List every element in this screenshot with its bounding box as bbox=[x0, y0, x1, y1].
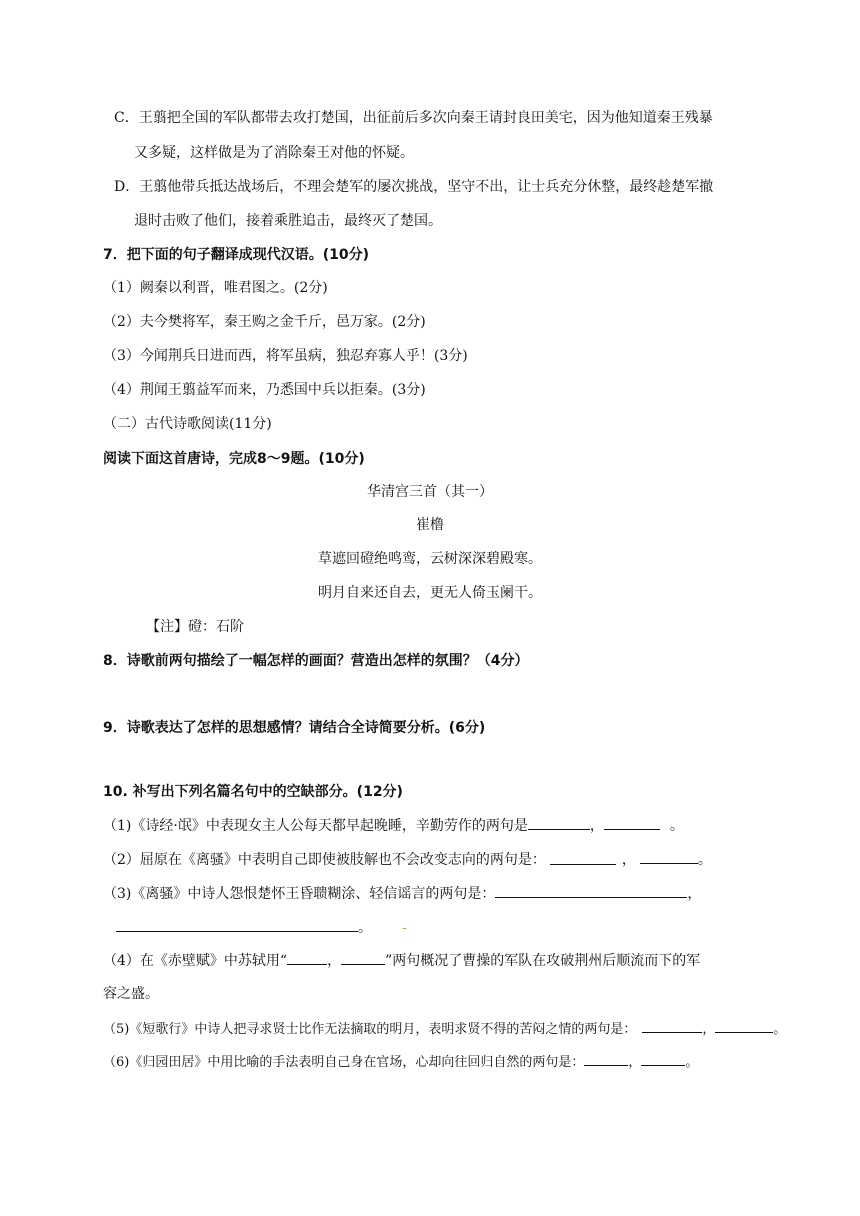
answer-blank[interactable] bbox=[495, 883, 687, 898]
item-5-end: 。 bbox=[773, 1022, 787, 1037]
answer-blank[interactable] bbox=[550, 850, 616, 865]
answer-blank[interactable] bbox=[584, 1051, 628, 1066]
item-1-separator: ， bbox=[589, 818, 604, 834]
item-6-separator: ， bbox=[628, 1055, 642, 1070]
answer-blank[interactable] bbox=[640, 849, 698, 864]
poem-line-2: 明月自来还自去，更无人倚玉阑干。 bbox=[318, 585, 542, 601]
question-8-text: 诗歌前两句描绘了一幅怎样的画面？营造出怎样的氛围？（4分） bbox=[126, 653, 529, 669]
option-d-line2: 退时击败了他们，接着乘胜追击，最终灭了楚国。 bbox=[134, 213, 442, 229]
poem-line-1: 草遮回磴绝鸣鸾，云树深深碧殿寒。 bbox=[318, 551, 542, 567]
answer-blank[interactable] bbox=[341, 950, 385, 965]
question-10-item-3-cont bbox=[116, 917, 407, 938]
question-10-item-6 bbox=[103, 1051, 698, 1073]
question-7-item-4: （4）荆闻王翦益军而来，乃悉国中兵以拒秦。(3分) bbox=[103, 382, 426, 398]
question-7-item-1: （1）阙秦以利晋，唯君图之。(2分) bbox=[103, 280, 328, 296]
poem-instruction: 阅读下面这首唐诗，完成8～9题。(10分) bbox=[103, 451, 365, 467]
answer-blank[interactable] bbox=[604, 815, 660, 830]
item-2-separator: ， bbox=[621, 852, 636, 868]
poem-title: 华清宫三首（其一） bbox=[367, 484, 493, 500]
question-9: 9．诗歌表达了怎样的思想感情？请结合全诗简要分析。(6分) bbox=[103, 720, 486, 736]
item-6-end: 。 bbox=[685, 1055, 699, 1070]
poem-author: 崔橹 bbox=[416, 517, 444, 533]
option-c-line2: 又多疑，这样做是为了消除秦王对他的怀疑。 bbox=[134, 145, 414, 161]
answer-blank[interactable] bbox=[528, 815, 590, 830]
item-2-text: （2）屈原在《离骚》中表明自己即使被肢解也不会改变志向的两句是： bbox=[103, 852, 546, 868]
answer-blank[interactable] bbox=[642, 1018, 702, 1033]
answer-blank[interactable] bbox=[287, 950, 327, 965]
question-7-item-3: （3）今闻荆兵日进而西，将军虽病，独忍弃寡人乎！(3分) bbox=[103, 348, 468, 364]
question-10-item-3 bbox=[103, 883, 701, 904]
question-7-item-2: （2）夫今樊将军，秦王购之金千斤，邑万家。(2分) bbox=[103, 314, 426, 330]
answer-blank[interactable] bbox=[641, 1051, 685, 1066]
section-heading: （二）古代诗歌阅读(11分) bbox=[103, 416, 272, 432]
question-8-number: 8． bbox=[103, 653, 127, 669]
option-c-line1: C．王翦把全国的军队都带去攻打楚国，出征前后多次向秦王请封良田美宅，因为他知道秦王残暴 bbox=[114, 110, 713, 126]
question-8 bbox=[103, 651, 529, 671]
item-3-text: （3)《离骚》中诗人怨恨楚怀王昏聩糊涂、轻信谣言的两句是： bbox=[103, 886, 496, 902]
item-4-separator: ， bbox=[327, 953, 342, 969]
answer-blank[interactable] bbox=[715, 1018, 773, 1033]
item-6-text: （6)《归园田居》中用比喻的手法表明自己身在官场，心却向往回归自然的两句是： bbox=[103, 1055, 585, 1070]
poem-note: 【注】磴：石阶 bbox=[146, 619, 244, 635]
question-10-item-2 bbox=[103, 849, 712, 870]
question-7-title: 7．把下面的句子翻译成现代汉语。(10分) bbox=[103, 247, 370, 263]
question-10-item-4-cont: 容之盛。 bbox=[103, 986, 159, 1002]
item-1-text: （1)《诗经·氓》中表现女主人公每天都早起晚睡，辛勤劳作的两句是 bbox=[103, 818, 528, 834]
item-4-text-a: （4）在《赤壁赋》中苏轼用“ bbox=[103, 953, 288, 969]
question-10-item-4 bbox=[103, 950, 700, 971]
answer-blank[interactable] bbox=[116, 917, 358, 932]
item-5-text: （5)《短歌行》中诗人把寻求贤士比作无法摘取的明月，表明求贤不得的苦闷之情的两句是： bbox=[103, 1022, 637, 1037]
item-3-separator: ， bbox=[687, 886, 702, 902]
item-5-separator: ， bbox=[702, 1022, 716, 1037]
item-4-text-b: ”两句概况了曹操的军队在攻破荆州后顺流而下的军 bbox=[385, 953, 701, 969]
item-1-end: 。 bbox=[669, 818, 684, 834]
item-3-end: 。 bbox=[358, 920, 372, 936]
option-d-line1: D．王翦他带兵抵达战场后，不理会楚军的屡次挑战，坚守不出，让士兵充分休整，最终趁楚军撤 bbox=[114, 179, 714, 195]
stray-mark: - bbox=[402, 920, 407, 936]
question-10-item-5 bbox=[103, 1018, 786, 1040]
question-10-item-1 bbox=[103, 815, 684, 836]
item-2-end: 。 bbox=[697, 852, 712, 868]
question-10-title: 10. 补写出下列名篇名句中的空缺部分。(12分) bbox=[103, 784, 403, 800]
